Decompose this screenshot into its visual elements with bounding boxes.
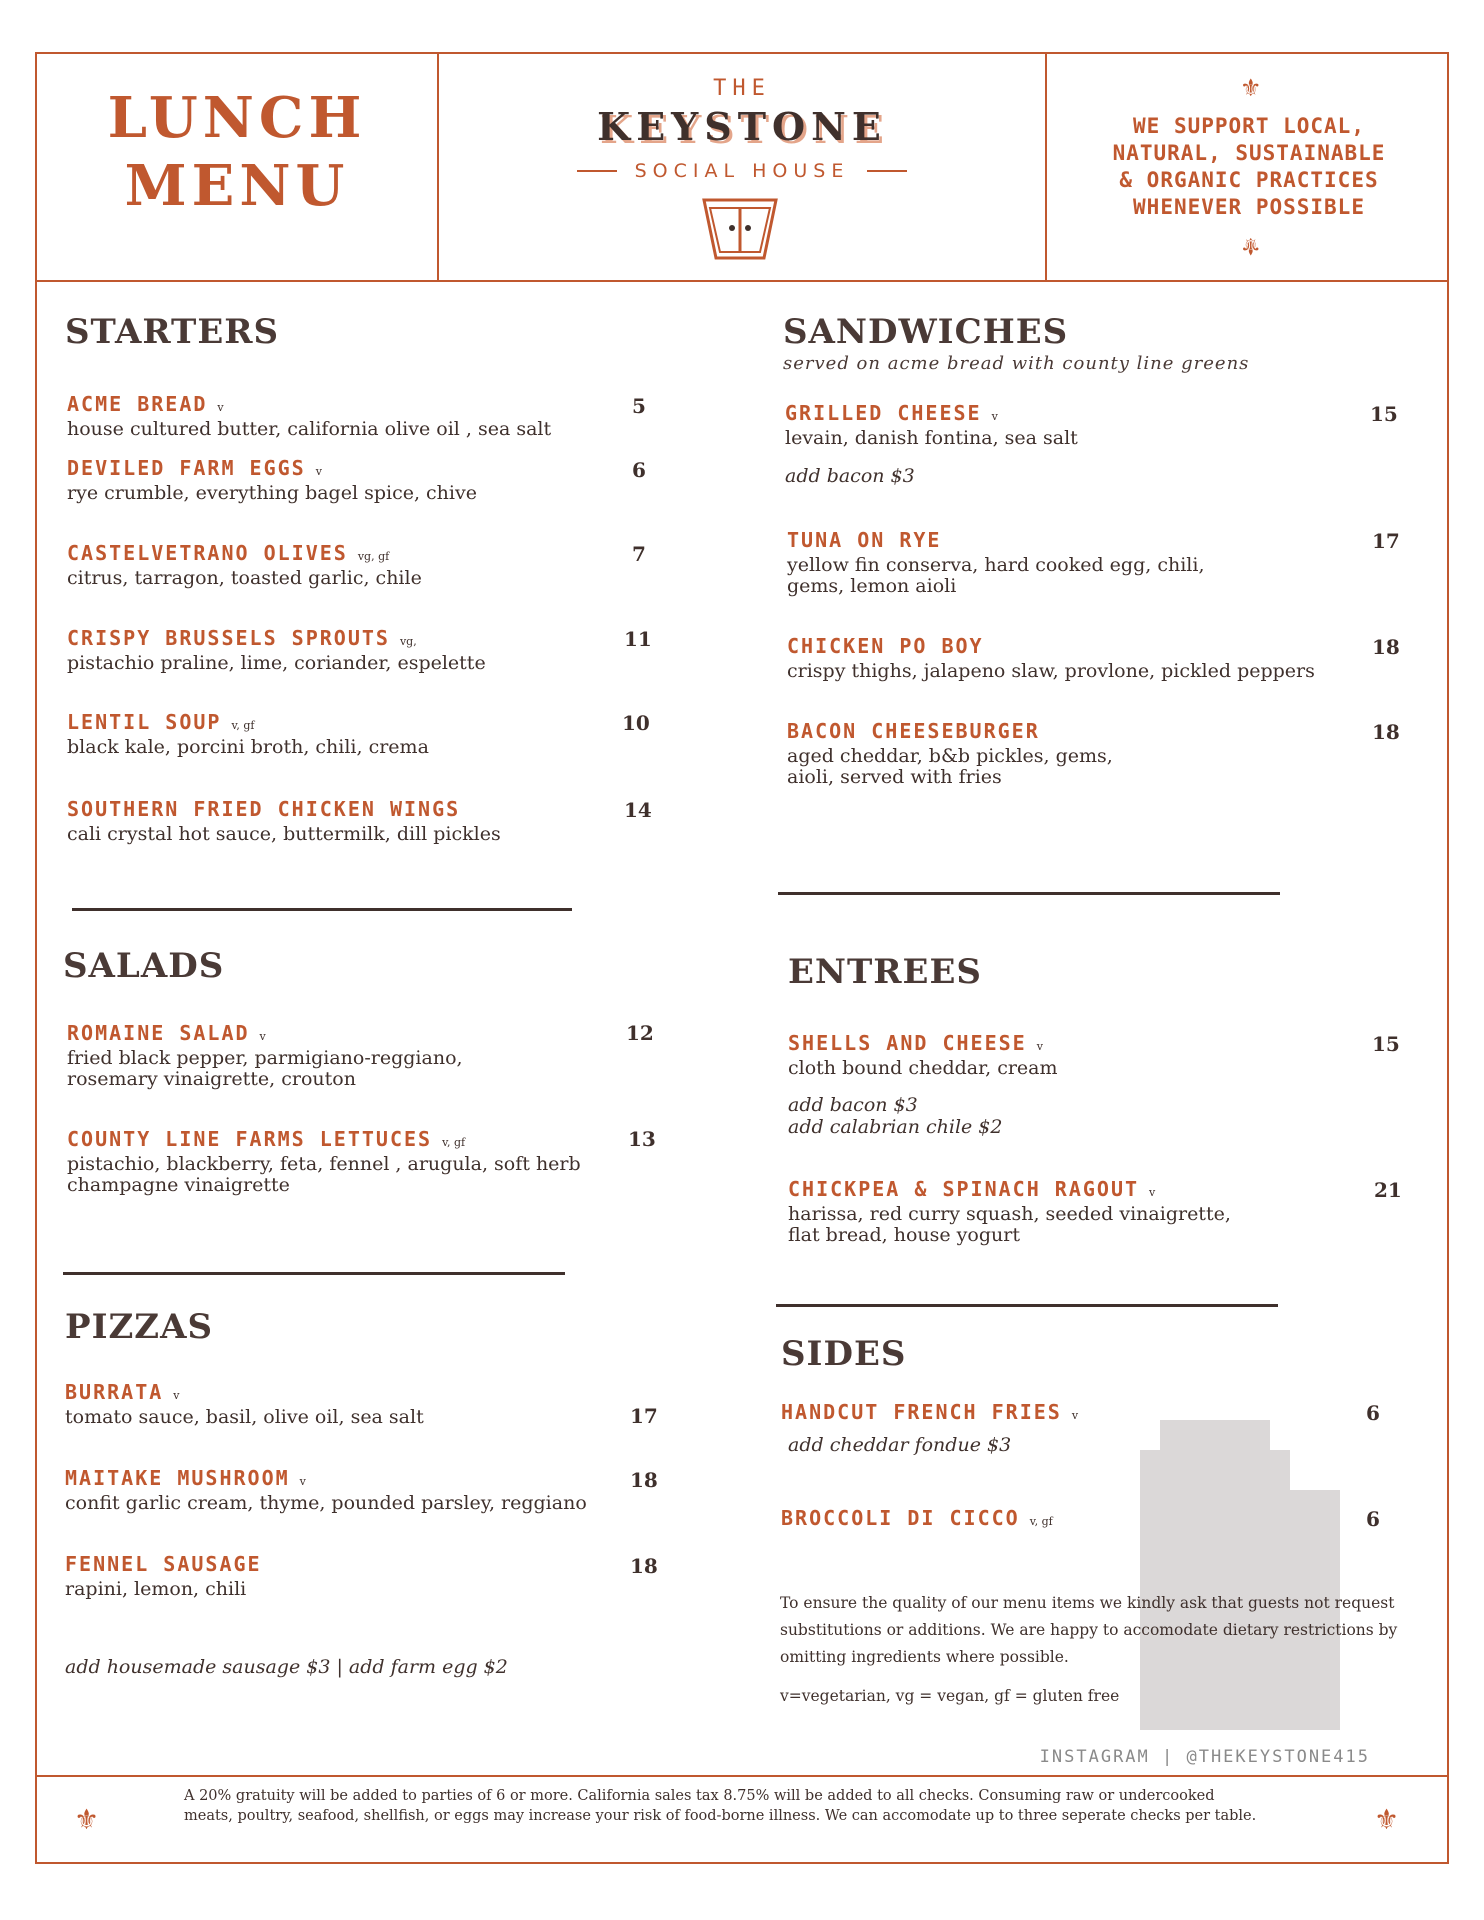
item-name: BACON CHEESEBURGER bbox=[787, 719, 1040, 743]
item-price: 15 bbox=[1370, 402, 1398, 426]
header-bottom-rule bbox=[35, 280, 1449, 282]
menu-item bbox=[67, 798, 501, 845]
menu-item bbox=[781, 1401, 1078, 1427]
menu-item bbox=[67, 1128, 581, 1196]
fleur-ornament-icon: ⚜ bbox=[74, 1803, 100, 1836]
item-name: CRISPY BRUSSELS SPROUTS bbox=[67, 626, 390, 650]
menu-title-line2: MENU bbox=[124, 153, 350, 219]
item-price: 7 bbox=[632, 542, 646, 566]
section-divider bbox=[72, 908, 572, 911]
item-name: TUNA ON RYE bbox=[787, 528, 942, 552]
item-name: FENNEL SAUSAGE bbox=[65, 1552, 262, 1576]
item-diet-tag: v bbox=[217, 401, 224, 414]
menu-item bbox=[65, 1381, 424, 1428]
item-name: HANDCUT FRENCH FRIES bbox=[781, 1400, 1062, 1424]
footer-disclaimer: A 20% gratuity will be added to parties of 6 or more. California sales tax 8.75% will be added to all checks. Consuming raw or undercooked meats, poultry, seafood, shellfish, or eggs may increase your risk of food-borne illness. We can accomodate up to three seperate checks per table. bbox=[184, 1788, 1257, 1824]
logo-name: KEYSTONE bbox=[597, 104, 887, 149]
item-name: CASTELVETRANO OLIVES bbox=[67, 541, 348, 565]
support-line: & ORGANIC PRACTICES bbox=[1119, 168, 1379, 192]
item-description: confit garlic cream, thyme, pounded parsley, reggiano bbox=[65, 1492, 587, 1514]
menu-item bbox=[788, 1178, 1231, 1246]
item-diet-tag: v, gf bbox=[1029, 1515, 1053, 1528]
item-description: citrus, tarragon, toasted garlic, chile bbox=[67, 567, 422, 589]
item-price: 13 bbox=[628, 1127, 656, 1151]
item-price: 14 bbox=[624, 798, 652, 822]
item-price: 17 bbox=[1372, 529, 1400, 553]
section-subtitle-sandwiches: served on acme bread with county line greens bbox=[783, 353, 1250, 374]
item-addon: add bacon $3 add calabrian chile $2 bbox=[788, 1094, 1003, 1138]
item-diet-tag: v bbox=[259, 1030, 266, 1043]
item-name: BURRATA bbox=[65, 1380, 164, 1404]
item-diet-tag: v bbox=[1149, 1186, 1156, 1199]
item-diet-tag: vg, bbox=[399, 635, 417, 648]
item-name: SHELLS AND CHEESE bbox=[788, 1031, 1027, 1055]
item-diet-tag: v bbox=[991, 410, 998, 423]
menu-item bbox=[787, 529, 1204, 597]
item-name: COUNTY LINE FARMS LETTUCES bbox=[67, 1127, 433, 1151]
item-name: ROMAINE SALAD bbox=[67, 1021, 250, 1045]
item-name: GRILLED CHEESE bbox=[785, 401, 982, 425]
logo-subtitle: SOCIAL HOUSE bbox=[634, 160, 850, 182]
item-addon: add cheddar fondue $3 bbox=[788, 1434, 1012, 1456]
menu-title bbox=[37, 84, 437, 220]
item-description: tomato sauce, basil, olive oil, sea salt bbox=[65, 1406, 424, 1428]
item-price: 17 bbox=[630, 1404, 658, 1428]
item-diet-tag: v bbox=[1036, 1040, 1043, 1053]
item-price: 5 bbox=[632, 394, 646, 418]
item-price: 21 bbox=[1374, 1178, 1402, 1202]
item-diet-tag: v bbox=[1071, 1409, 1079, 1422]
keystone-logo-icon bbox=[700, 196, 780, 262]
item-name: CHICKPEA & SPINACH RAGOUT bbox=[788, 1177, 1140, 1201]
support-line: WE SUPPORT LOCAL, bbox=[1133, 114, 1365, 138]
item-price: 10 bbox=[622, 711, 650, 735]
item-price: 18 bbox=[1372, 720, 1400, 744]
logo-rule-left bbox=[577, 170, 617, 172]
item-name: CHICKEN PO BOY bbox=[787, 634, 984, 658]
header-divider-left bbox=[437, 52, 439, 282]
item-price: 6 bbox=[1366, 1401, 1380, 1425]
menu-title-line1: LUNCH bbox=[107, 85, 367, 151]
item-addon: add bacon $3 bbox=[785, 465, 915, 487]
item-description: pistachio, blackberry, feta, fennel , arugula, soft herb champagne vinaigrette bbox=[67, 1153, 581, 1196]
menu-item bbox=[785, 402, 1078, 449]
item-description: levain, danish fontina, sea salt bbox=[785, 427, 1078, 449]
item-price: 11 bbox=[624, 627, 652, 651]
item-description: pistachio praline, lime, coriander, espelette bbox=[67, 652, 486, 674]
section-title-sides: SIDES bbox=[781, 1334, 907, 1374]
item-description: fried black pepper, parmigiano-reggiano, rosemary vinaigrette, crouton bbox=[67, 1047, 463, 1090]
logo-the: THE bbox=[713, 76, 771, 101]
substitution-note: To ensure the quality of our menu items we kindly ask that guests not request substitutions or additions. We are happy to accomodate dietary restrictions by omitting ingredients where possible. bbox=[780, 1594, 1398, 1666]
fleur-ornament-icon: ⚜ bbox=[1374, 1803, 1400, 1836]
item-description: crispy thighs, jalapeno slaw, provlone, pickled peppers bbox=[787, 660, 1315, 682]
section-divider bbox=[63, 1272, 565, 1275]
item-description: aged cheddar, b&b pickles, gems, aioli, served with fries bbox=[787, 745, 1113, 788]
section-title-starters: STARTERS bbox=[65, 312, 280, 352]
menu-item bbox=[65, 1553, 272, 1600]
instagram-handle[interactable]: INSTAGRAM | @THEKEYSTONE415 bbox=[1039, 1747, 1370, 1767]
item-price: 6 bbox=[632, 458, 646, 482]
menu-item bbox=[67, 627, 486, 674]
section-title-pizzas: PIZZAS bbox=[65, 1307, 214, 1347]
section-divider bbox=[776, 1304, 1278, 1307]
item-price: 18 bbox=[630, 1554, 658, 1578]
menu-item bbox=[67, 457, 477, 504]
item-diet-tag: v bbox=[173, 1389, 180, 1402]
menu-item bbox=[67, 393, 551, 440]
item-price: 12 bbox=[626, 1021, 654, 1045]
item-price: 15 bbox=[1372, 1032, 1400, 1056]
fleur-ornament-icon: ⚜ bbox=[1240, 232, 1262, 260]
header-divider-right bbox=[1045, 52, 1047, 282]
item-description: rapini, lemon, chili bbox=[65, 1578, 247, 1600]
item-name: ACME BREAD bbox=[67, 392, 208, 416]
item-diet-tag: v bbox=[315, 465, 322, 478]
item-name: LENTIL SOUP bbox=[67, 710, 222, 734]
item-description: cloth bound cheddar, cream bbox=[788, 1057, 1058, 1079]
menu-item bbox=[67, 1022, 463, 1090]
item-price: 18 bbox=[630, 1468, 658, 1492]
item-diet-tag: vg, gf bbox=[357, 550, 390, 563]
section-divider bbox=[778, 892, 1280, 895]
menu-item bbox=[781, 1507, 1053, 1533]
logo-subtitle-row bbox=[440, 160, 1044, 182]
menu-item bbox=[787, 720, 1113, 788]
section-title-salads: SALADS bbox=[63, 946, 225, 986]
menu-item bbox=[788, 1032, 1058, 1079]
item-name: SOUTHERN FRIED CHICKEN WINGS bbox=[67, 797, 461, 821]
item-diet-tag: v bbox=[299, 1475, 306, 1488]
item-description: yellow fin conserva, hard cooked egg, chili, gems, lemon aioli bbox=[787, 554, 1205, 597]
item-name: MAITAKE MUSHROOM bbox=[65, 1466, 290, 1490]
section-title-sandwiches: SANDWICHES bbox=[783, 312, 1069, 352]
building-illustration-icon bbox=[1100, 1410, 1360, 1730]
support-line: WHENEVER POSSIBLE bbox=[1133, 195, 1365, 219]
support-line: NATURAL, SUSTAINABLE bbox=[1112, 141, 1386, 165]
item-diet-tag: v, gf bbox=[442, 1136, 466, 1149]
logo-rule-right bbox=[867, 170, 907, 172]
footer-top-rule bbox=[35, 1775, 1449, 1777]
item-description: cali crystal hot sauce, buttermilk, dill pickles bbox=[67, 823, 501, 845]
pizza-addons: add housemade sausage $3 | add farm egg $2 bbox=[65, 1656, 508, 1678]
item-description: harissa, red curry squash, seeded vinaigrette, flat bread, house yogurt bbox=[788, 1203, 1231, 1246]
dietary-legend: v=vegetarian, vg = vegan, gf = gluten free bbox=[780, 1687, 1120, 1705]
item-price: 18 bbox=[1372, 635, 1400, 659]
item-description: black kale, porcini broth, chili, crema bbox=[67, 736, 429, 758]
section-title-entrees: ENTREES bbox=[788, 952, 982, 992]
item-name: BROCCOLI DI CICCO bbox=[781, 1506, 1020, 1530]
support-statement bbox=[1050, 113, 1448, 221]
menu-item bbox=[65, 1467, 587, 1514]
item-name: DEVILED FARM EGGS bbox=[67, 456, 306, 480]
item-description: rye crumble, everything bagel spice, chive bbox=[67, 482, 477, 504]
fleur-ornament-icon: ⚜ bbox=[1240, 74, 1262, 102]
item-diet-tag: v, gf bbox=[231, 719, 255, 732]
menu-item bbox=[67, 711, 429, 758]
item-price: 6 bbox=[1366, 1507, 1380, 1531]
menu-item bbox=[67, 542, 422, 589]
menu-item bbox=[787, 635, 1315, 682]
item-description: house cultured butter, california olive oil , sea salt bbox=[67, 418, 552, 440]
